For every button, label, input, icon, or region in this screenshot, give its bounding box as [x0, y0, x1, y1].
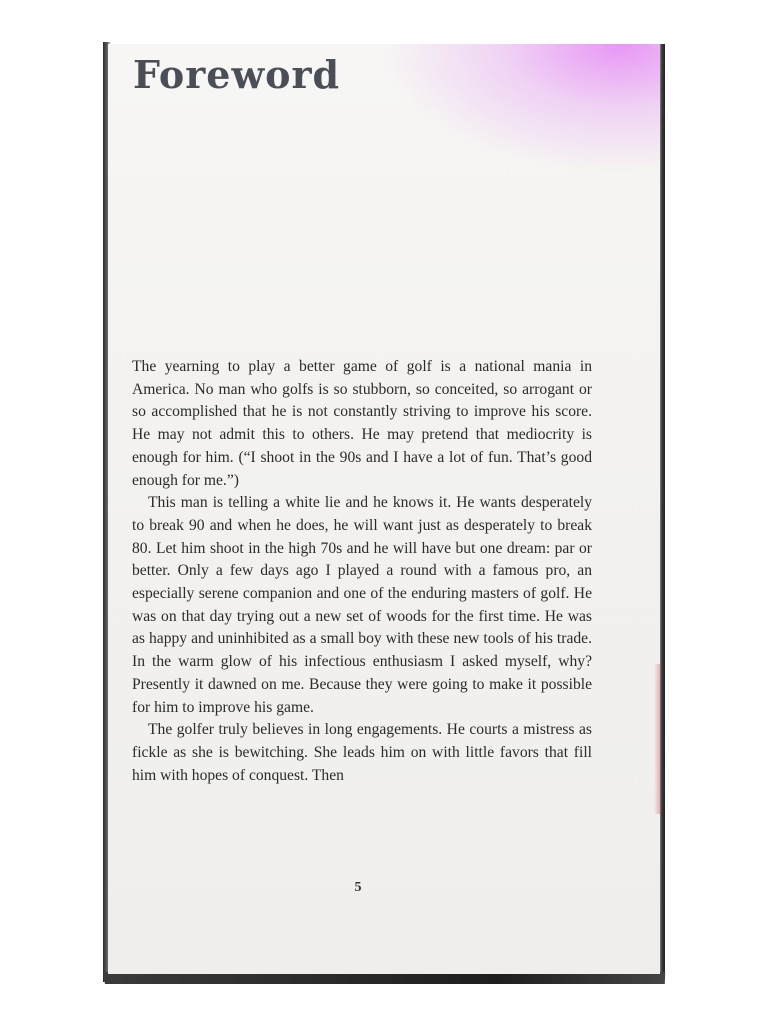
- paragraph-2: This man is telling a white lie and he knows it. He wants desperately to break 90 and when he does, he will want just as desperately to break 80. Let him shoot in the high 70s and he will have but one dream: par or better. Only a few days ago I played a round with a famous pro, an especially serene companion and one of the enduring masters of golf. He was on that day trying out a new set of woods for the first time. He was as happy and uninhibited as a small boy with these new tools of his trade. In the warm glow of his infectious enthusiasm I asked myself, why? Presently it dawned on me. Because they were going to make it possible for him to improve his game.: [132, 494, 592, 716]
- page-edge-tint: [654, 664, 660, 814]
- chapter-title: Foreword: [133, 52, 341, 97]
- body-text: [132, 356, 592, 787]
- paragraph-1: The yearning to play a better game of golf is a national mania in America. No man who golfs is so stubborn, so conceited, so arrogant or so accomplished that he is not constantly striving to improve his score. He may not admit this to others. He may pretend that mediocrity is enough for him. (“I shoot in the 90s and I have a lot of fun. That’s good enough for me.”): [132, 358, 592, 489]
- book-page: [108, 44, 660, 974]
- paragraph-3: The golfer truly believes in long engagements. He courts a mistress as fickle as she is bewitching. She leads him on with little favors that fill him with hopes of conquest. Then: [132, 721, 592, 784]
- light-glare: [380, 44, 660, 174]
- page-number: 5: [354, 880, 362, 895]
